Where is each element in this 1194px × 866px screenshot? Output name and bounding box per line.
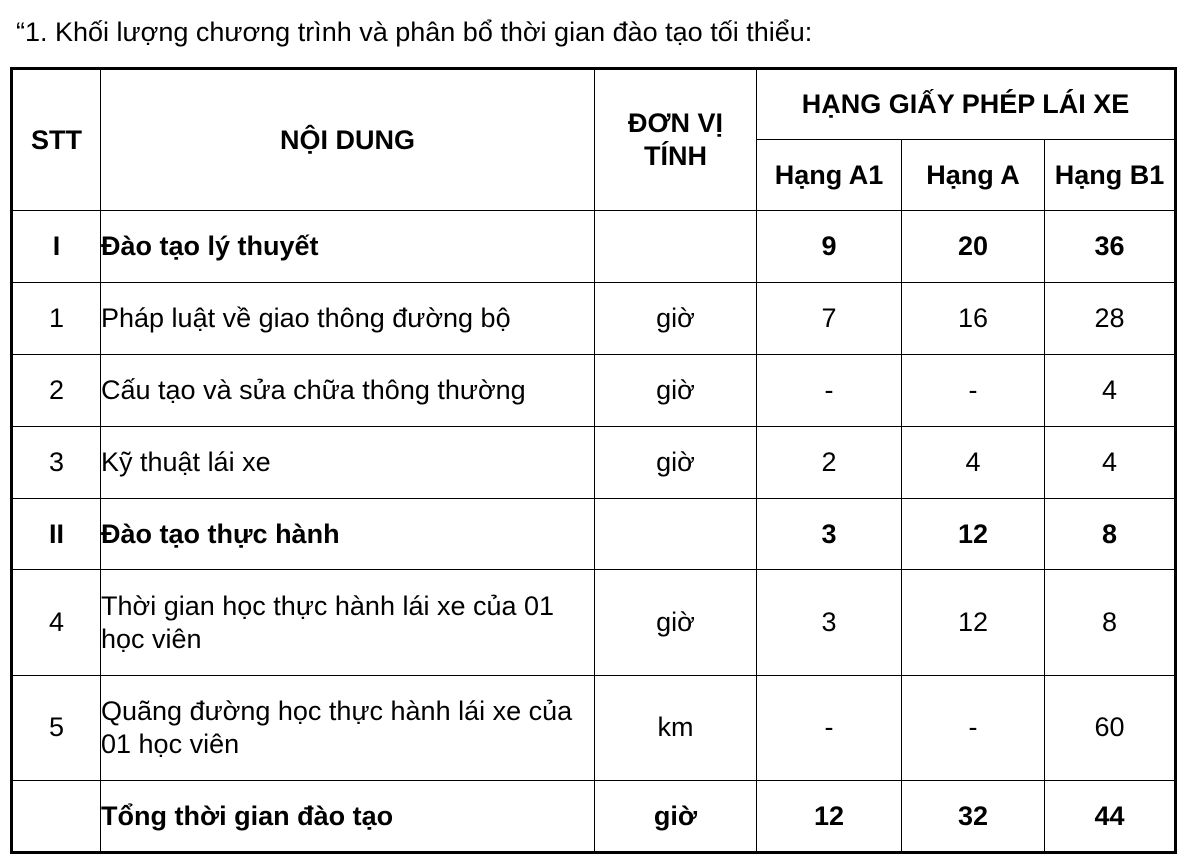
- cell-unit: giờ: [595, 426, 757, 498]
- table-row: [12, 211, 1176, 283]
- cell-unit: giờ: [595, 781, 757, 853]
- cell-a: 16: [902, 282, 1045, 354]
- cell-a: 12: [902, 570, 1045, 675]
- cell-a1: 7: [757, 282, 902, 354]
- table-row: [12, 426, 1176, 498]
- cell-a1: -: [757, 354, 902, 426]
- cell-stt: II: [12, 498, 101, 570]
- cell-content: Pháp luật về giao thông đường bộ: [101, 282, 595, 354]
- training-table: [10, 67, 1177, 854]
- table-row: [12, 354, 1176, 426]
- cell-b1: 36: [1045, 211, 1176, 283]
- cell-a: -: [902, 675, 1045, 780]
- cell-content: Thời gian học thực hành lái xe của 01 học viên: [101, 570, 595, 675]
- cell-unit: km: [595, 675, 757, 780]
- cell-a1: 3: [757, 498, 902, 570]
- cell-stt: 2: [12, 354, 101, 426]
- header-a: Hạng A: [902, 140, 1045, 211]
- table-row: [12, 498, 1176, 570]
- cell-b1: 60: [1045, 675, 1176, 780]
- cell-a: 32: [902, 781, 1045, 853]
- cell-stt: [12, 781, 101, 853]
- cell-unit: [595, 211, 757, 283]
- table-row: [12, 282, 1176, 354]
- header-a1: Hạng A1: [757, 140, 902, 211]
- cell-stt: I: [12, 211, 101, 283]
- cell-a: 20: [902, 211, 1045, 283]
- cell-content: Kỹ thuật lái xe: [101, 426, 595, 498]
- table-row: [12, 675, 1176, 780]
- cell-stt: 1: [12, 282, 101, 354]
- cell-b1: 28: [1045, 282, 1176, 354]
- header-row-1: [12, 69, 1176, 140]
- cell-stt: 5: [12, 675, 101, 780]
- cell-unit: giờ: [595, 354, 757, 426]
- header-license-group: HẠNG GIẤY PHÉP LÁI XE: [757, 69, 1176, 140]
- cell-stt: 3: [12, 426, 101, 498]
- cell-stt: 4: [12, 570, 101, 675]
- cell-a: -: [902, 354, 1045, 426]
- cell-a: 12: [902, 498, 1045, 570]
- header-b1: Hạng B1: [1045, 140, 1176, 211]
- cell-content: Đào tạo thực hành: [101, 498, 595, 570]
- header-unit: [595, 69, 757, 211]
- cell-b1: 8: [1045, 498, 1176, 570]
- cell-a1: 3: [757, 570, 902, 675]
- header-content: NỘI DUNG: [101, 69, 595, 211]
- table-row: [12, 570, 1176, 675]
- cell-content: Quãng đường học thực hành lái xe của 01 học viên: [101, 675, 595, 780]
- cell-unit: giờ: [595, 282, 757, 354]
- cell-b1: 8: [1045, 570, 1176, 675]
- cell-b1: 4: [1045, 426, 1176, 498]
- intro-text: “1. Khối lượng chương trình và phân bổ thời gian đào tạo tối thiểu:: [16, 17, 813, 47]
- table-row-total: [12, 781, 1176, 853]
- cell-content: Đào tạo lý thuyết: [101, 211, 595, 283]
- header-stt: STT: [12, 69, 101, 211]
- cell-a1: -: [757, 675, 902, 780]
- cell-unit: giờ: [595, 570, 757, 675]
- cell-a1: 2: [757, 426, 902, 498]
- cell-a1: 12: [757, 781, 902, 853]
- header-unit-label: ĐƠN VỊ TÍNH: [627, 108, 724, 171]
- cell-b1: 4: [1045, 354, 1176, 426]
- cell-a: 4: [902, 426, 1045, 498]
- cell-content: Cấu tạo và sửa chữa thông thường: [101, 354, 595, 426]
- cell-content: Tổng thời gian đào tạo: [101, 781, 595, 853]
- cell-a1: 9: [757, 211, 902, 283]
- cell-unit: [595, 498, 757, 570]
- cell-b1: 44: [1045, 781, 1176, 853]
